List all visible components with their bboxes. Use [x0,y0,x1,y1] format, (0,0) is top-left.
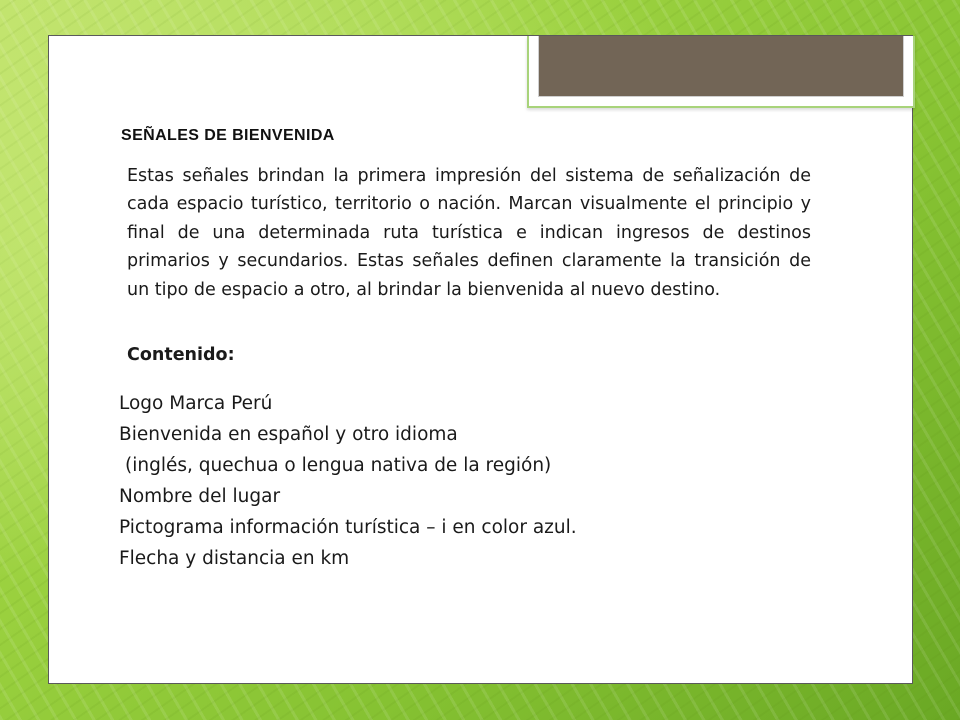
list-item: Bienvenida en español y otro idioma [119,424,458,445]
list-item: Flecha y distancia en km [119,548,350,569]
content-subheading: Contenido: [127,345,235,365]
list-item: (inglés, quechua o lengua nativa de la región) [125,455,552,476]
content-list [119,388,577,574]
list-item: Nombre del lugar [119,486,281,507]
description-paragraph: Estas señales brindan la primera impresión del sistema de señalización de cada espacio turístico, territorio o nación. Marcan visualmente el principio y final de una determinada ruta turística e indican ingresos de destinos primarios y secundarios. Estas señales definen claramente la transición de un tipo de espacio a otro, al brindar la bienvenida al nuevo destino. [127,166,811,300]
list-item: Logo Marca Perú [119,393,273,414]
list-item: Pictograma información turística – i en color azul. [119,517,577,538]
section-heading: SEÑALES DE BIENVENIDA [121,127,335,144]
